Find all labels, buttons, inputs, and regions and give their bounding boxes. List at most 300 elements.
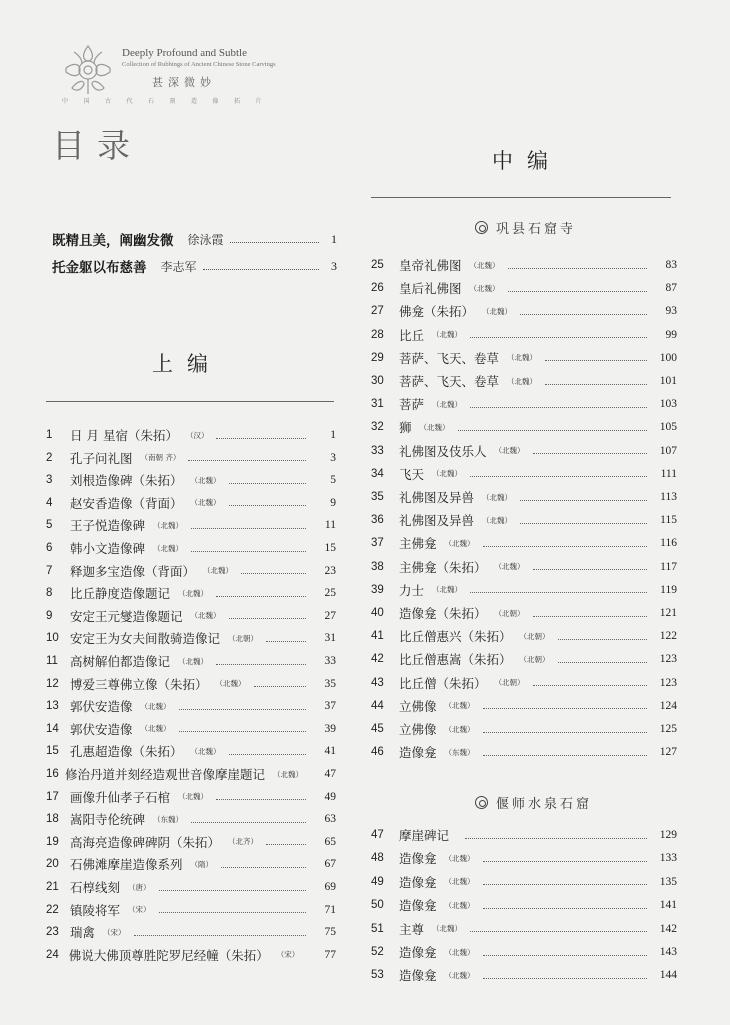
entry-page: 127: [659, 746, 677, 759]
entry-title: 嵩阳寺伦统碑: [70, 812, 146, 828]
entry-number: 40: [371, 607, 384, 619]
entry-number: 12: [46, 677, 59, 690]
dot-leader: [188, 460, 306, 461]
toc-entry[interactable]: [371, 894, 677, 916]
entry-page: 107: [659, 444, 677, 457]
toc-entry[interactable]: [46, 718, 336, 740]
entry-page: 123: [659, 653, 677, 666]
part-upper-heading: 上编: [152, 352, 222, 376]
entry-page: 41: [324, 745, 336, 758]
entry-title: 立佛像: [399, 722, 437, 737]
entry-page: 125: [659, 723, 677, 735]
entry-period: （北魏）: [178, 588, 209, 598]
part-middle-heading: 中编: [492, 149, 562, 173]
entry-number: 38: [371, 560, 384, 573]
entry-number: 13: [46, 700, 59, 713]
entry-number: 15: [46, 745, 59, 758]
toc-entry[interactable]: [371, 300, 677, 322]
entry-title: 孔惠超造像（朱拓）: [70, 744, 183, 760]
entry-page: 99: [665, 328, 677, 341]
preface-page: 3: [331, 258, 337, 273]
entry-page: 39: [324, 722, 336, 735]
dot-leader: [229, 505, 306, 506]
entry-page: 115: [660, 514, 677, 527]
entry-period: （北魏）: [153, 543, 184, 553]
entry-page: 15: [324, 542, 336, 554]
entry-number: 23: [46, 926, 59, 939]
dot-leader: [483, 708, 647, 709]
toc-entry[interactable]: [371, 672, 677, 694]
entry-title: 高海亮造像碑碑阴（朱拓）: [70, 834, 221, 850]
entry-title: 石佛滩摩崖造像系列: [70, 857, 183, 873]
entry-number: 35: [371, 491, 384, 503]
dot-leader: [179, 731, 306, 732]
entry-period: （北魏）: [178, 792, 209, 802]
dot-leader: [545, 384, 647, 385]
preface-page: 1: [331, 231, 337, 246]
entry-period: （汉）: [185, 430, 209, 440]
entry-period: （北齐）: [228, 837, 259, 847]
entry-page: 1: [330, 429, 336, 441]
toc-entry[interactable]: [371, 347, 677, 369]
entry-number: 8: [46, 587, 53, 600]
entry-number: 14: [46, 722, 59, 735]
entry-title: 释迦多宝造像（背面）: [70, 563, 196, 579]
entry-page: 77: [324, 948, 336, 961]
entry-period: （北魏）: [444, 538, 475, 548]
toc-entry[interactable]: [371, 941, 677, 963]
header-english-subtitle: Collection of Rubbings of Ancient Chinese Stone Carvings: [122, 61, 276, 68]
entry-page: 87: [665, 282, 677, 295]
entry-number: 1: [46, 429, 53, 441]
group-heading-gongxian: [475, 218, 576, 237]
toc-entry[interactable]: [371, 847, 677, 869]
toc-entry[interactable]: [46, 763, 336, 785]
entry-number: 50: [371, 899, 384, 912]
dot-leader: [470, 476, 647, 477]
toc-entry[interactable]: [46, 514, 336, 536]
entry-period: （东魏）: [444, 747, 475, 757]
entry-period: （北魏）: [190, 611, 221, 621]
dot-leader: [254, 686, 306, 687]
entry-period: （宋）: [103, 927, 126, 937]
entry-number: 7: [46, 564, 53, 577]
toc-entry[interactable]: [46, 627, 336, 649]
entry-page: 143: [659, 946, 677, 958]
entry-page: 47: [324, 768, 336, 780]
entry-period: （北朝）: [494, 678, 525, 688]
entry-page: 63: [324, 813, 336, 826]
entry-number: 26: [371, 282, 384, 295]
entry-period: （唐）: [128, 882, 151, 892]
entry-page: 11: [324, 519, 336, 532]
entry-period: （北朝）: [519, 631, 550, 641]
entry-number: 28: [371, 328, 384, 341]
dot-leader: [558, 639, 647, 640]
preface-entry[interactable]: [52, 256, 337, 276]
entry-period: （北魏）: [190, 498, 221, 508]
entry-period: （北魏）: [482, 492, 513, 502]
entry-page: 27: [324, 609, 336, 622]
entry-title: 造像龛: [399, 898, 437, 914]
entry-title: 孔子问礼图: [70, 450, 133, 466]
entry-title: 王子悦造像碑: [70, 518, 146, 534]
dot-leader: [241, 573, 306, 574]
entry-number: 48: [371, 852, 384, 865]
group-heading-yanshi: [475, 793, 592, 812]
entry-title: 修治丹道并刻经造观世音像摩崖题记: [64, 767, 265, 782]
entry-number: 42: [371, 653, 384, 666]
entry-page: 122: [659, 630, 677, 643]
entry-period: （东魏）: [153, 814, 184, 824]
entry-page: 67: [324, 858, 336, 871]
dot-leader: [533, 616, 647, 617]
entry-page: 75: [324, 926, 336, 939]
toc-entry[interactable]: [371, 918, 677, 940]
entry-page: 144: [659, 969, 677, 982]
dot-leader: [470, 592, 647, 593]
entry-period: （北魏）: [482, 306, 513, 316]
entry-title: 郭伏安造像: [70, 699, 133, 715]
toc-entry[interactable]: [371, 824, 677, 846]
entry-number: 3: [46, 474, 53, 487]
toc-entry[interactable]: [371, 509, 677, 531]
entry-page: 119: [660, 583, 677, 596]
entry-period: （北魏）: [444, 900, 475, 910]
entry-page: 69: [324, 881, 336, 893]
entry-title: 飞天: [399, 466, 425, 482]
entry-period: （北魏）: [190, 746, 221, 756]
entry-title: 皇后礼佛图: [399, 281, 462, 297]
entry-number: 29: [371, 351, 384, 364]
entry-number: 41: [371, 630, 384, 643]
dot-leader: [159, 912, 306, 913]
entry-number: 4: [46, 496, 53, 509]
entry-title: 造像龛: [399, 874, 437, 890]
entry-page: 49: [324, 790, 336, 803]
entry-title: 造像龛（朱拓）: [399, 606, 487, 621]
entry-period: （北魏）: [494, 446, 525, 456]
toc-entry[interactable]: [46, 582, 336, 604]
preface-entry[interactable]: [52, 229, 337, 249]
entry-page: 65: [324, 835, 336, 848]
toc-entry[interactable]: [371, 871, 677, 893]
toc-entry[interactable]: [46, 469, 336, 491]
entry-number: 43: [371, 676, 384, 689]
entry-page: 129: [659, 829, 677, 841]
entry-page: 116: [660, 537, 677, 550]
entry-title: 韩小文造像碑: [70, 541, 146, 556]
toc-entry[interactable]: [46, 537, 336, 559]
toc-entry[interactable]: [46, 650, 336, 672]
entry-title: 比丘僧（朱拓）: [399, 675, 487, 691]
dot-leader: [221, 867, 306, 868]
toc-entry[interactable]: [371, 602, 677, 624]
entry-period: （北魏）: [432, 585, 463, 595]
entry-number: 47: [371, 829, 384, 841]
toc-entry[interactable]: [371, 625, 677, 647]
entry-page: 105: [659, 421, 677, 434]
dot-leader: [483, 884, 647, 885]
entry-page: 103: [659, 398, 677, 411]
entry-number: 24: [46, 948, 59, 961]
entry-number: 45: [371, 723, 384, 735]
entry-title: 菩萨、飞天、卷草: [399, 374, 500, 389]
entry-title: 赵安香造像（背面）: [70, 495, 183, 511]
dot-leader: [520, 314, 647, 315]
toc-entry[interactable]: [371, 556, 677, 578]
toc-entry[interactable]: [46, 673, 336, 695]
entry-period: （北朝）: [519, 654, 550, 664]
preface-author: 李志军: [160, 259, 197, 274]
entry-page: 3: [330, 451, 336, 464]
toc-entry[interactable]: [46, 447, 336, 469]
dot-leader: [216, 664, 306, 665]
toc-entry[interactable]: [371, 486, 677, 508]
entry-period: （北朝）: [494, 608, 525, 618]
entry-number: 52: [371, 946, 384, 958]
entry-number: 25: [371, 259, 384, 271]
dot-leader: [508, 291, 647, 292]
entry-period: （北魏）: [140, 724, 171, 734]
header-english-title: Deeply Profound and Subtle: [122, 47, 247, 59]
entry-page: 5: [330, 474, 336, 487]
entry-title: 礼佛图及伎乐人: [399, 443, 487, 459]
entry-title: 主佛龛: [399, 536, 437, 552]
entry-number: 16: [46, 768, 59, 780]
entry-page: 35: [324, 677, 336, 690]
dot-leader: [520, 523, 647, 524]
entry-title: 博爱三尊佛立像（朱拓）: [70, 676, 208, 692]
toc-entry[interactable]: [46, 560, 336, 582]
entry-period: （北魏）: [153, 520, 184, 530]
toc-entry[interactable]: [46, 876, 336, 898]
entry-title: 造像龛: [399, 745, 437, 761]
toc-entry[interactable]: [371, 393, 677, 415]
entry-title: 皇帝礼佛图: [399, 258, 462, 273]
entry-number: 19: [46, 835, 59, 848]
header-series-name: 中国古代石刻造像拓片: [62, 98, 278, 105]
divider-rule: [371, 197, 671, 198]
toc-entry[interactable]: [371, 741, 677, 763]
entry-page: 101: [659, 375, 677, 387]
dot-leader: [216, 596, 306, 597]
entry-period: （北魏）: [215, 679, 246, 689]
dot-leader: [470, 407, 647, 408]
entry-page: 111: [660, 467, 677, 480]
toc-entry[interactable]: [46, 921, 336, 943]
toc-entry[interactable]: [46, 786, 336, 808]
toc-entry[interactable]: [371, 463, 677, 485]
entry-number: 31: [371, 398, 384, 411]
dot-leader: [483, 546, 647, 547]
double-circle-icon: [475, 221, 488, 234]
entry-period: （北魏）: [444, 970, 475, 980]
entry-number: 36: [371, 514, 384, 527]
toc-entry[interactable]: [46, 740, 336, 762]
toc-entry[interactable]: [46, 424, 336, 446]
entry-period: （北魏）: [419, 422, 450, 432]
preface-title: 既精且美，阐幽发微: [52, 233, 174, 249]
preface-author: 徐泳霞: [187, 232, 224, 247]
entry-number: 22: [46, 903, 59, 916]
entry-period: （北朝）: [228, 633, 259, 643]
toc-entry[interactable]: [46, 492, 336, 514]
entry-title: 镇陵将军: [70, 902, 121, 918]
dot-leader: [483, 755, 647, 756]
entry-number: 30: [371, 375, 384, 387]
group-name: 巩县石窟寺: [496, 222, 577, 237]
entry-title: 比丘静度造像题记: [70, 586, 171, 602]
entry-number: 11: [46, 655, 58, 667]
entry-page: 33: [324, 655, 336, 667]
entry-title: 狮: [399, 420, 412, 436]
entry-title: 刘根造像碑（朱拓）: [70, 473, 183, 489]
entry-title: 礼佛图及异兽: [399, 490, 475, 505]
entry-period: （北魏）: [432, 399, 463, 409]
dot-leader: [533, 569, 647, 570]
toc-title: 目录: [52, 126, 142, 165]
toc-entry[interactable]: [46, 853, 336, 875]
toc-entry[interactable]: [371, 648, 677, 670]
toc-entry[interactable]: [371, 254, 677, 276]
entry-number: 27: [371, 305, 384, 318]
entry-page: 31: [324, 632, 336, 645]
entry-period: （宋）: [128, 905, 151, 915]
entry-page: 142: [659, 922, 677, 935]
toc-entry[interactable]: [46, 944, 336, 966]
entry-title: 立佛像: [399, 698, 437, 714]
toc-entry[interactable]: [371, 416, 677, 438]
toc-entry[interactable]: [46, 831, 336, 853]
dot-leader: [465, 838, 647, 839]
entry-page: 113: [660, 491, 677, 503]
dot-leader: [230, 242, 319, 243]
entry-period: （北魏）: [444, 947, 475, 957]
entry-page: 117: [660, 560, 677, 573]
entry-title: 佛龛（朱拓）: [399, 304, 475, 320]
dot-leader: [134, 935, 306, 936]
entry-title: 主佛龛（朱拓）: [399, 559, 487, 575]
lotus-ornament-icon: [58, 38, 118, 96]
dot-leader: [191, 528, 306, 529]
entry-period: （北魏）: [444, 724, 475, 734]
entry-period: （北魏）: [203, 566, 234, 576]
entry-page: 71: [324, 903, 336, 916]
toc-entry[interactable]: [46, 899, 336, 921]
toc-entry[interactable]: [371, 324, 677, 346]
entry-period: （北魏）: [482, 515, 513, 525]
entry-period: （北魏）: [273, 769, 303, 779]
toc-entry[interactable]: [371, 440, 677, 462]
dot-leader: [266, 641, 306, 642]
entry-number: 51: [371, 922, 384, 935]
dot-leader: [159, 890, 306, 891]
toc-entry[interactable]: [371, 532, 677, 554]
toc-entry[interactable]: [46, 695, 336, 717]
entry-number: 49: [371, 875, 384, 888]
entry-number: 39: [371, 583, 384, 596]
entry-period: （宋）: [276, 950, 300, 960]
entry-period: （北魏）: [469, 283, 500, 293]
entry-period: （北魏）: [140, 701, 171, 711]
entry-number: 21: [46, 881, 59, 893]
dot-leader: [483, 955, 647, 956]
entry-period: （北魏）: [444, 853, 475, 863]
entry-period: （北魏）: [494, 562, 525, 572]
entry-period: （北魏）: [178, 656, 209, 666]
dot-leader: [558, 662, 647, 663]
dot-leader: [216, 799, 306, 800]
entry-title: 画像升仙孝子石棺: [70, 789, 171, 805]
dot-leader: [533, 453, 647, 454]
entry-number: 17: [46, 790, 59, 803]
dot-leader: [229, 483, 306, 484]
entry-number: 33: [371, 444, 384, 457]
toc-entry[interactable]: [46, 605, 336, 627]
preface-title: 托金躯以布慈善: [52, 260, 147, 276]
entry-page: 83: [665, 259, 677, 271]
entry-title: 石椁线刻: [70, 880, 121, 895]
dot-leader: [229, 754, 306, 755]
entry-period: （北魏）: [507, 353, 538, 363]
toc-entry[interactable]: [371, 277, 677, 299]
entry-title: 造像龛: [399, 851, 437, 867]
entry-title: 郭伏安造像: [70, 721, 133, 737]
dot-leader: [483, 732, 647, 733]
toc-entry[interactable]: [371, 695, 677, 717]
dot-leader: [191, 822, 306, 823]
header-chinese-title: 甚深微妙: [152, 76, 216, 89]
entry-page: 124: [659, 699, 677, 712]
entry-period: （北魏）: [507, 376, 538, 386]
dot-leader: [483, 908, 647, 909]
entry-period: （北魏）: [432, 924, 463, 934]
entry-number: 5: [46, 519, 53, 532]
entry-period: （北魏）: [432, 330, 463, 340]
entry-title: 造像龛: [399, 945, 437, 960]
entry-number: 37: [371, 537, 384, 550]
entry-title: 安定王元燮造像题记: [70, 608, 183, 624]
entry-page: 93: [665, 305, 677, 318]
dot-leader: [266, 844, 306, 845]
entry-number: 10: [46, 632, 59, 645]
toc-entry[interactable]: [371, 579, 677, 601]
entry-number: 34: [371, 467, 384, 480]
entry-title: 菩萨: [399, 397, 425, 413]
dot-leader: [545, 360, 647, 361]
entry-title: 摩崖碑记: [399, 828, 450, 843]
entry-number: 6: [46, 542, 53, 554]
entry-title: 菩萨、飞天、卷草: [399, 350, 500, 366]
entry-title: 造像龛: [399, 968, 437, 984]
entry-page: 121: [659, 607, 677, 619]
entry-number: 53: [371, 969, 384, 982]
toc-entry[interactable]: [371, 964, 677, 986]
entry-page: 37: [324, 700, 336, 713]
dot-leader: [508, 268, 647, 269]
dot-leader: [470, 337, 647, 338]
double-circle-icon: [475, 796, 488, 809]
toc-entry[interactable]: [46, 808, 336, 830]
entry-number: 18: [46, 813, 59, 826]
toc-entry[interactable]: [371, 718, 677, 740]
toc-entry[interactable]: [371, 370, 677, 392]
entry-period: （北魏）: [444, 701, 475, 711]
entry-number: 9: [46, 609, 53, 622]
dot-leader: [216, 438, 306, 439]
divider-rule: [46, 401, 334, 402]
